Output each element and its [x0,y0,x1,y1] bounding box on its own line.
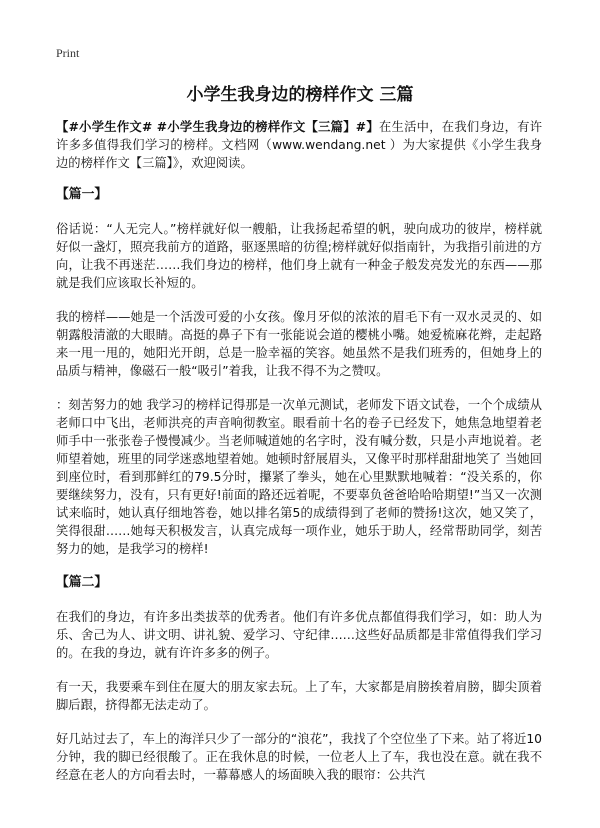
section-2-paragraph-2: 有一天，我要乘车到住在厦大的朋友家去玩。上了车，大家都是肩膀挨着肩膀，脚尖顶着脚后跟，挤得都无法走动了。 [56,680,542,712]
section-1-paragraph-1: 俗话说：“人无完人。”榜样就好似一艘船，让我扬起希望的帆，驶向成功的彼岸，榜样就好似一盏灯，照亮我前方的道路，驱逐黑暗的彷徨;榜样就好似指南针，为我指引前进的方向，让我不再迷茫……我们身边的榜样，他们身上就有一种金子般发亮发光的东西——那就是我们应该取长补短的。 [56,222,542,290]
section-1-paragraph-2: 我的榜样——她是一个活泼可爱的小女孩。像月牙似的浓浓的眉毛下有一双水灵灵的、如朝露般清澈的大眼睛。高挺的鼻子下有一张能说会道的樱桃小嘴。她爱梳麻花辫，走起路来一甩一甩的，她阳光开朗，总是一脸幸福的笑容。她虽然不是我们班秀的，但她身上的品质与精神，像磁石一般“吸引”着我，让我不得不为之赞叹。 [56,310,542,378]
article-body [56,118,542,800]
section-1-paragraph-3: ：刻苦努力的她 我学习的榜样记得那是一次单元测试，老师发下语文试卷，一个个成绩从老师口中飞出，老师洪亮的声音响彻教室。眼看前十名的卷子已经发下，她焦急地望着老师手中一张张卷子慢慢减少。当老师喊道她的名字时，没有喊分数，只是小声地说着。老师望着她，班里的同学迷惑地望着她。她顿时舒展眉头，又像平时那样甜甜地笑了 当她回到座位时，看到那鲜红的79.5分时，攥紧了拳头，她在心里默默地喊着：“没关系的，你要继续努力，没有，只有更好!前面的路还远着呢，不要辜负爸爸哈哈哈期望!”当又一次测试来临时，她认真仔细地答卷，她以排名第5的成绩得到了老师的赞扬!这次，她又笑了，笑得很甜……她每天积极发言，认真完成每一项作业，她乐于助人，经常帮助同学，刻苦努力的她，是我学习的榜样! [56,398,542,556]
section-heading-2: 【篇二】 [56,575,108,590]
intro-tag: 【#小学生作文# #小学生我身边的榜样作文【三篇】#】 [56,120,379,134]
section-2-paragraph-1: 在我们的身边，有许多出类拔萃的优秀者。他们有许多优点都值得我们学习，如：助人为乐、舍己为人、讲文明、讲礼貌、爱学习、守纪律……这些好品质都是非常值得我们学习的。在我的身边，就有许许多多的例子。 [56,610,542,660]
document-title: 小学生我身边的榜样作文 三篇 [186,85,414,105]
print-link[interactable]: Print [56,46,80,60]
section-2-paragraph-3: 好几站过去了，车上的海洋只少了一部分的“浪花”，我找了个空位坐了下来。站了将近10分钟，我的脚已经很酸了。正在我休息的时候，一位老人上了车，我也没在意。就在我不经意在老人的方向看去时，一幕幕感人的场面映入我的眼帘：公共汽 [56,732,542,782]
section-heading-1: 【篇一】 [56,187,108,202]
intro-paragraph [56,118,542,172]
intro-text: 在生活中，在我们身边，有许许多多值得我们学习的榜样。文档网（www.wendang.net ）为大家提供《小学生我身边的榜样作文【三篇】》，欢迎阅读。 [56,120,542,170]
